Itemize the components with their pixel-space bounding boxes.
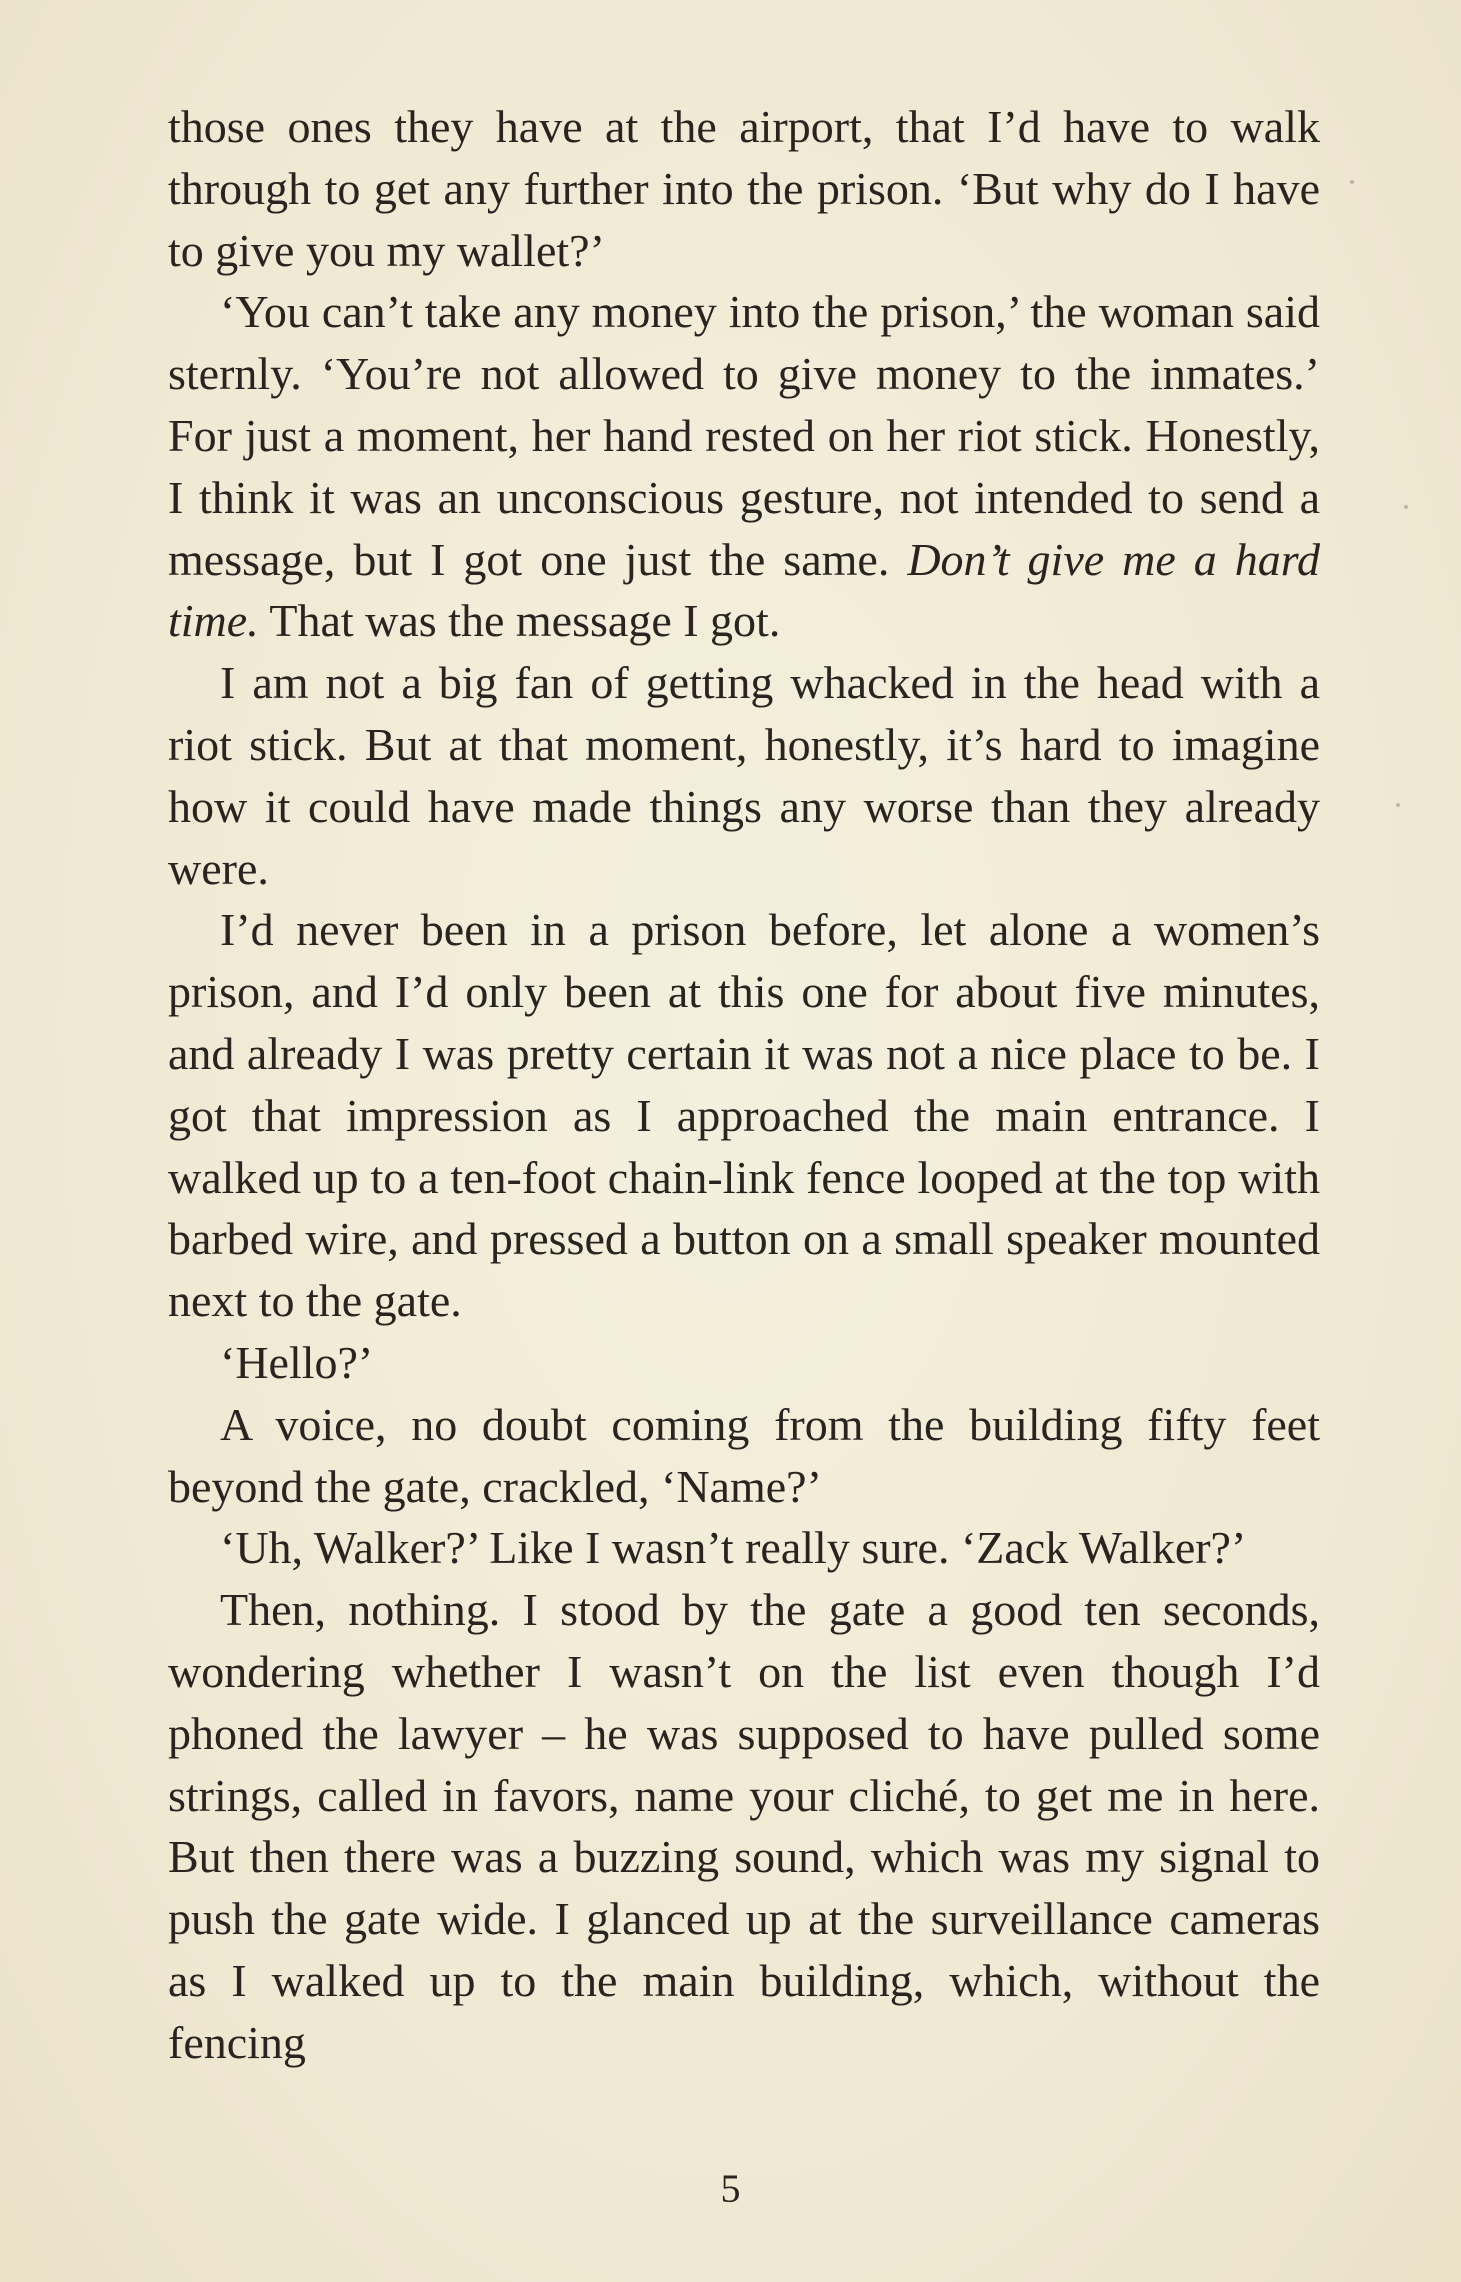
paper-speck [1350,180,1354,184]
paragraph [168,1517,1320,1579]
text-run: I am not a big fan of getting whacked in the head with a riot stick. But at that moment, honestly, it’s hard to imagine how it could have made things any worse than they already were. [168,657,1320,894]
text-run: ‘Uh, Walker?’ Like I wasn’t really sure. ‘Zack Walker?’ [220,1522,1247,1574]
paper-speck [1404,505,1408,509]
text-run: I’d never been in a prison before, let alone a women’s prison, and I’d only been at this one for about five minutes, and already I was pretty certain it was not a nice place to be. I got that impression as I approached the main entrance. I walked up to a ten-foot chain-link fence looped at the top with barbed wire, and pressed a button on a small speaker mounted next to the gate. [168,904,1320,1327]
text-run: A voice, no doubt coming from the building fifty feet beyond the gate, crackled, ‘Name?’ [168,1398,1320,1512]
paragraph [168,899,1320,1332]
text-run: That was the message I got. [258,595,781,647]
paragraph [168,1394,1320,1518]
paragraph [168,281,1320,652]
paragraph [168,652,1320,899]
page-number: 5 [720,2166,741,2211]
italic-text: Don’t give me a hard time. [168,533,1320,647]
paragraph [168,1332,1320,1394]
paragraph [168,1579,1320,2073]
text-run: ‘Hello?’ [220,1336,374,1388]
text-run: Then, nothing. I stood by the gate a good ten seconds, wondering whether I wasn’t on the list even though I’d phoned the lawyer – he was supposed to have pulled some strings, called in favors, name your cliché, to get me in here. But then there was a buzzing sound, which was my signal to push the gate wide. I glanced up at the surveillance cameras as I walked up to the main building, which, without the fencing [168,1584,1320,2068]
text-run: those ones they have at the airport, that I’d have to walk through to get any further into the prison. ‘But why do I have to give you my wallet?’ [168,101,1320,276]
paragraph [168,96,1320,281]
paper-speck [1396,803,1400,807]
text-run: ‘You can’t take any money into the prison,’ the woman said sternly. ‘You’re not allowed to give money to the inmates.’ For just a moment, her hand rested on her riot stick. Honestly, I think it was an unconscious gesture, not intended to send a message, but I got one just the same. [168,286,1320,585]
body-text [168,96,1320,2074]
